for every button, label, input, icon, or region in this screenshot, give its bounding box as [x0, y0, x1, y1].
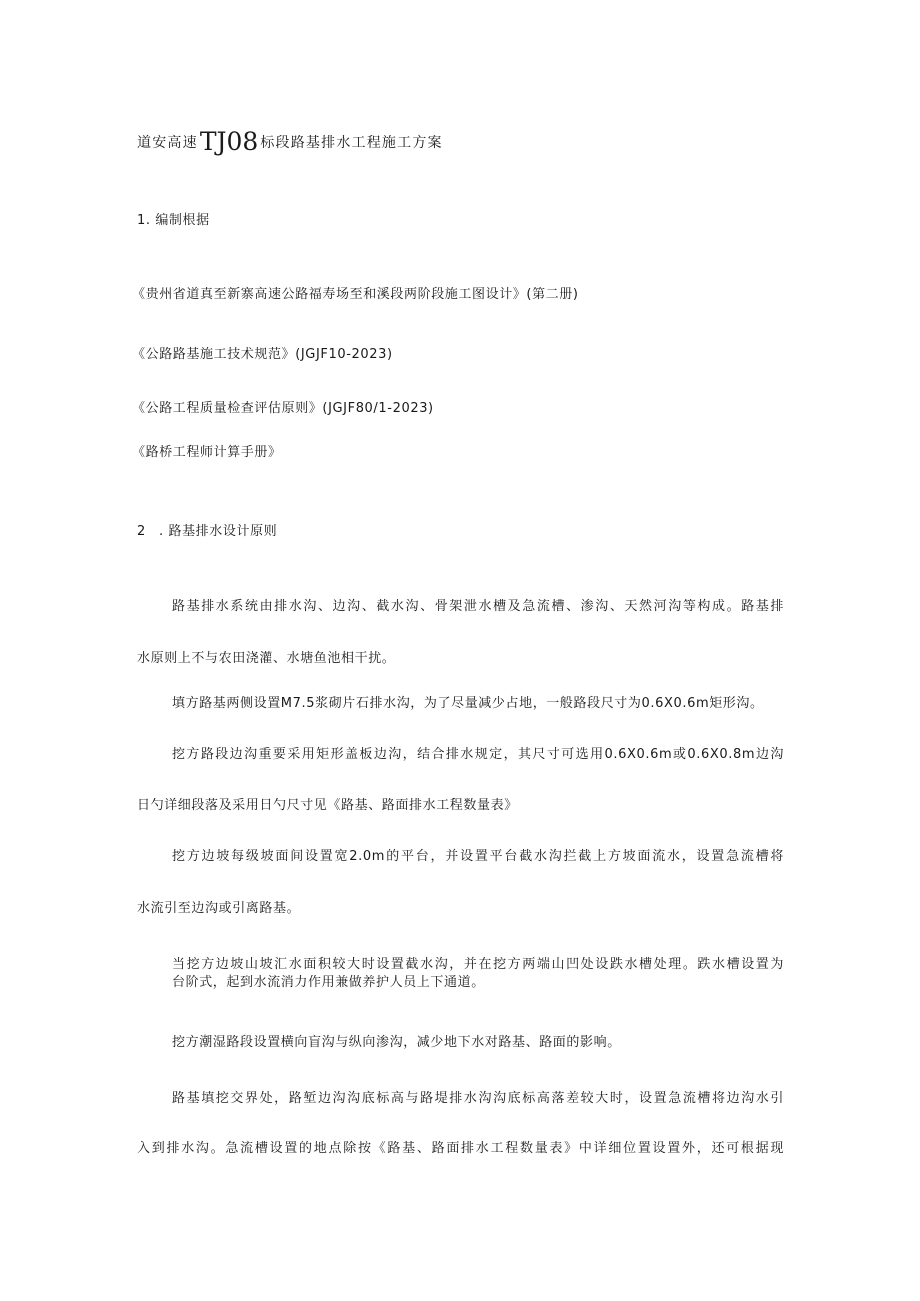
- paragraph-line: 挖方潮湿路段设置横向盲沟与纵向渗沟，减少地下水对路基、路面的影响。: [172, 1035, 621, 1050]
- paragraph-line: 日勺详细段落及采用日勺尺寸见《路基、路面排水工程数量表》: [137, 798, 518, 813]
- title-prefix: 道安高速: [137, 135, 198, 151]
- reference-item: 《公路路基施工技术规范》(JGJF10-2023): [132, 347, 393, 362]
- section-heading-text: . 路基排水设计原则: [159, 524, 278, 539]
- paragraph-line: 挖方路段边沟重要采用矩形盖板边沟，结合排水规定，其尺寸可选用0.6X0.6m或0.6X0.8m边沟: [172, 747, 784, 762]
- section-heading-1: 1. 编制根据: [137, 213, 210, 228]
- paragraph-line: 水原则上不与农田浇灌、水塘鱼池相干扰。: [137, 651, 396, 666]
- section-heading-2: [137, 522, 277, 542]
- paragraph-line: 挖方边坡每级坡面间设置宽2.0m的平台，并设置平台截水沟拦截上方坡面流水，设置急流槽将: [172, 849, 784, 864]
- paragraph-line: 填方路基两侧设置M7.5浆砌片石排水沟，为了尽量减少占地，一般路段尺寸为0.6X0.6m矩形沟。: [172, 696, 764, 711]
- paragraph-line: 台阶式，起到水流消力作用兼做养护人员上下通道。: [172, 975, 485, 990]
- paragraph-line: 当挖方边坡山坡汇水面积较大时设置截水沟，并在挖方两端山凹处设跌水槽处理。跌水槽设置为: [172, 957, 784, 972]
- reference-item: 《公路工程质量检查评估原则》(JGJF80/1-2023): [132, 401, 434, 416]
- title-code: TJ08: [199, 127, 259, 156]
- document-title: [137, 127, 443, 156]
- paragraph-line: 入到排水沟。急流槽设置的地点除按《路基、路面排水工程数量表》中详细位置设置外，还可根据现: [137, 1141, 784, 1156]
- paragraph-line: 水流引至边沟或引离路基。: [137, 901, 301, 916]
- title-suffix: 标段路基排水工程施工方案: [260, 135, 443, 151]
- paragraph-line: 路基排水系统由排水沟、边沟、截水沟、骨架泄水槽及急流槽、渗沟、天然河沟等构成。路基排: [172, 599, 784, 614]
- paragraph-line: 路基填挖交界处，路堑边沟沟底标高与路堤排水沟沟底标高落差较大时，设置急流槽将边沟水引: [172, 1091, 784, 1106]
- section-number: 2: [137, 524, 146, 539]
- reference-item: 《路桥工程师计算手册》: [132, 445, 282, 460]
- reference-item: 《贵州省道真至新寨高速公路福寿场至和溪段两阶段施工图设计》(第二册): [132, 287, 579, 302]
